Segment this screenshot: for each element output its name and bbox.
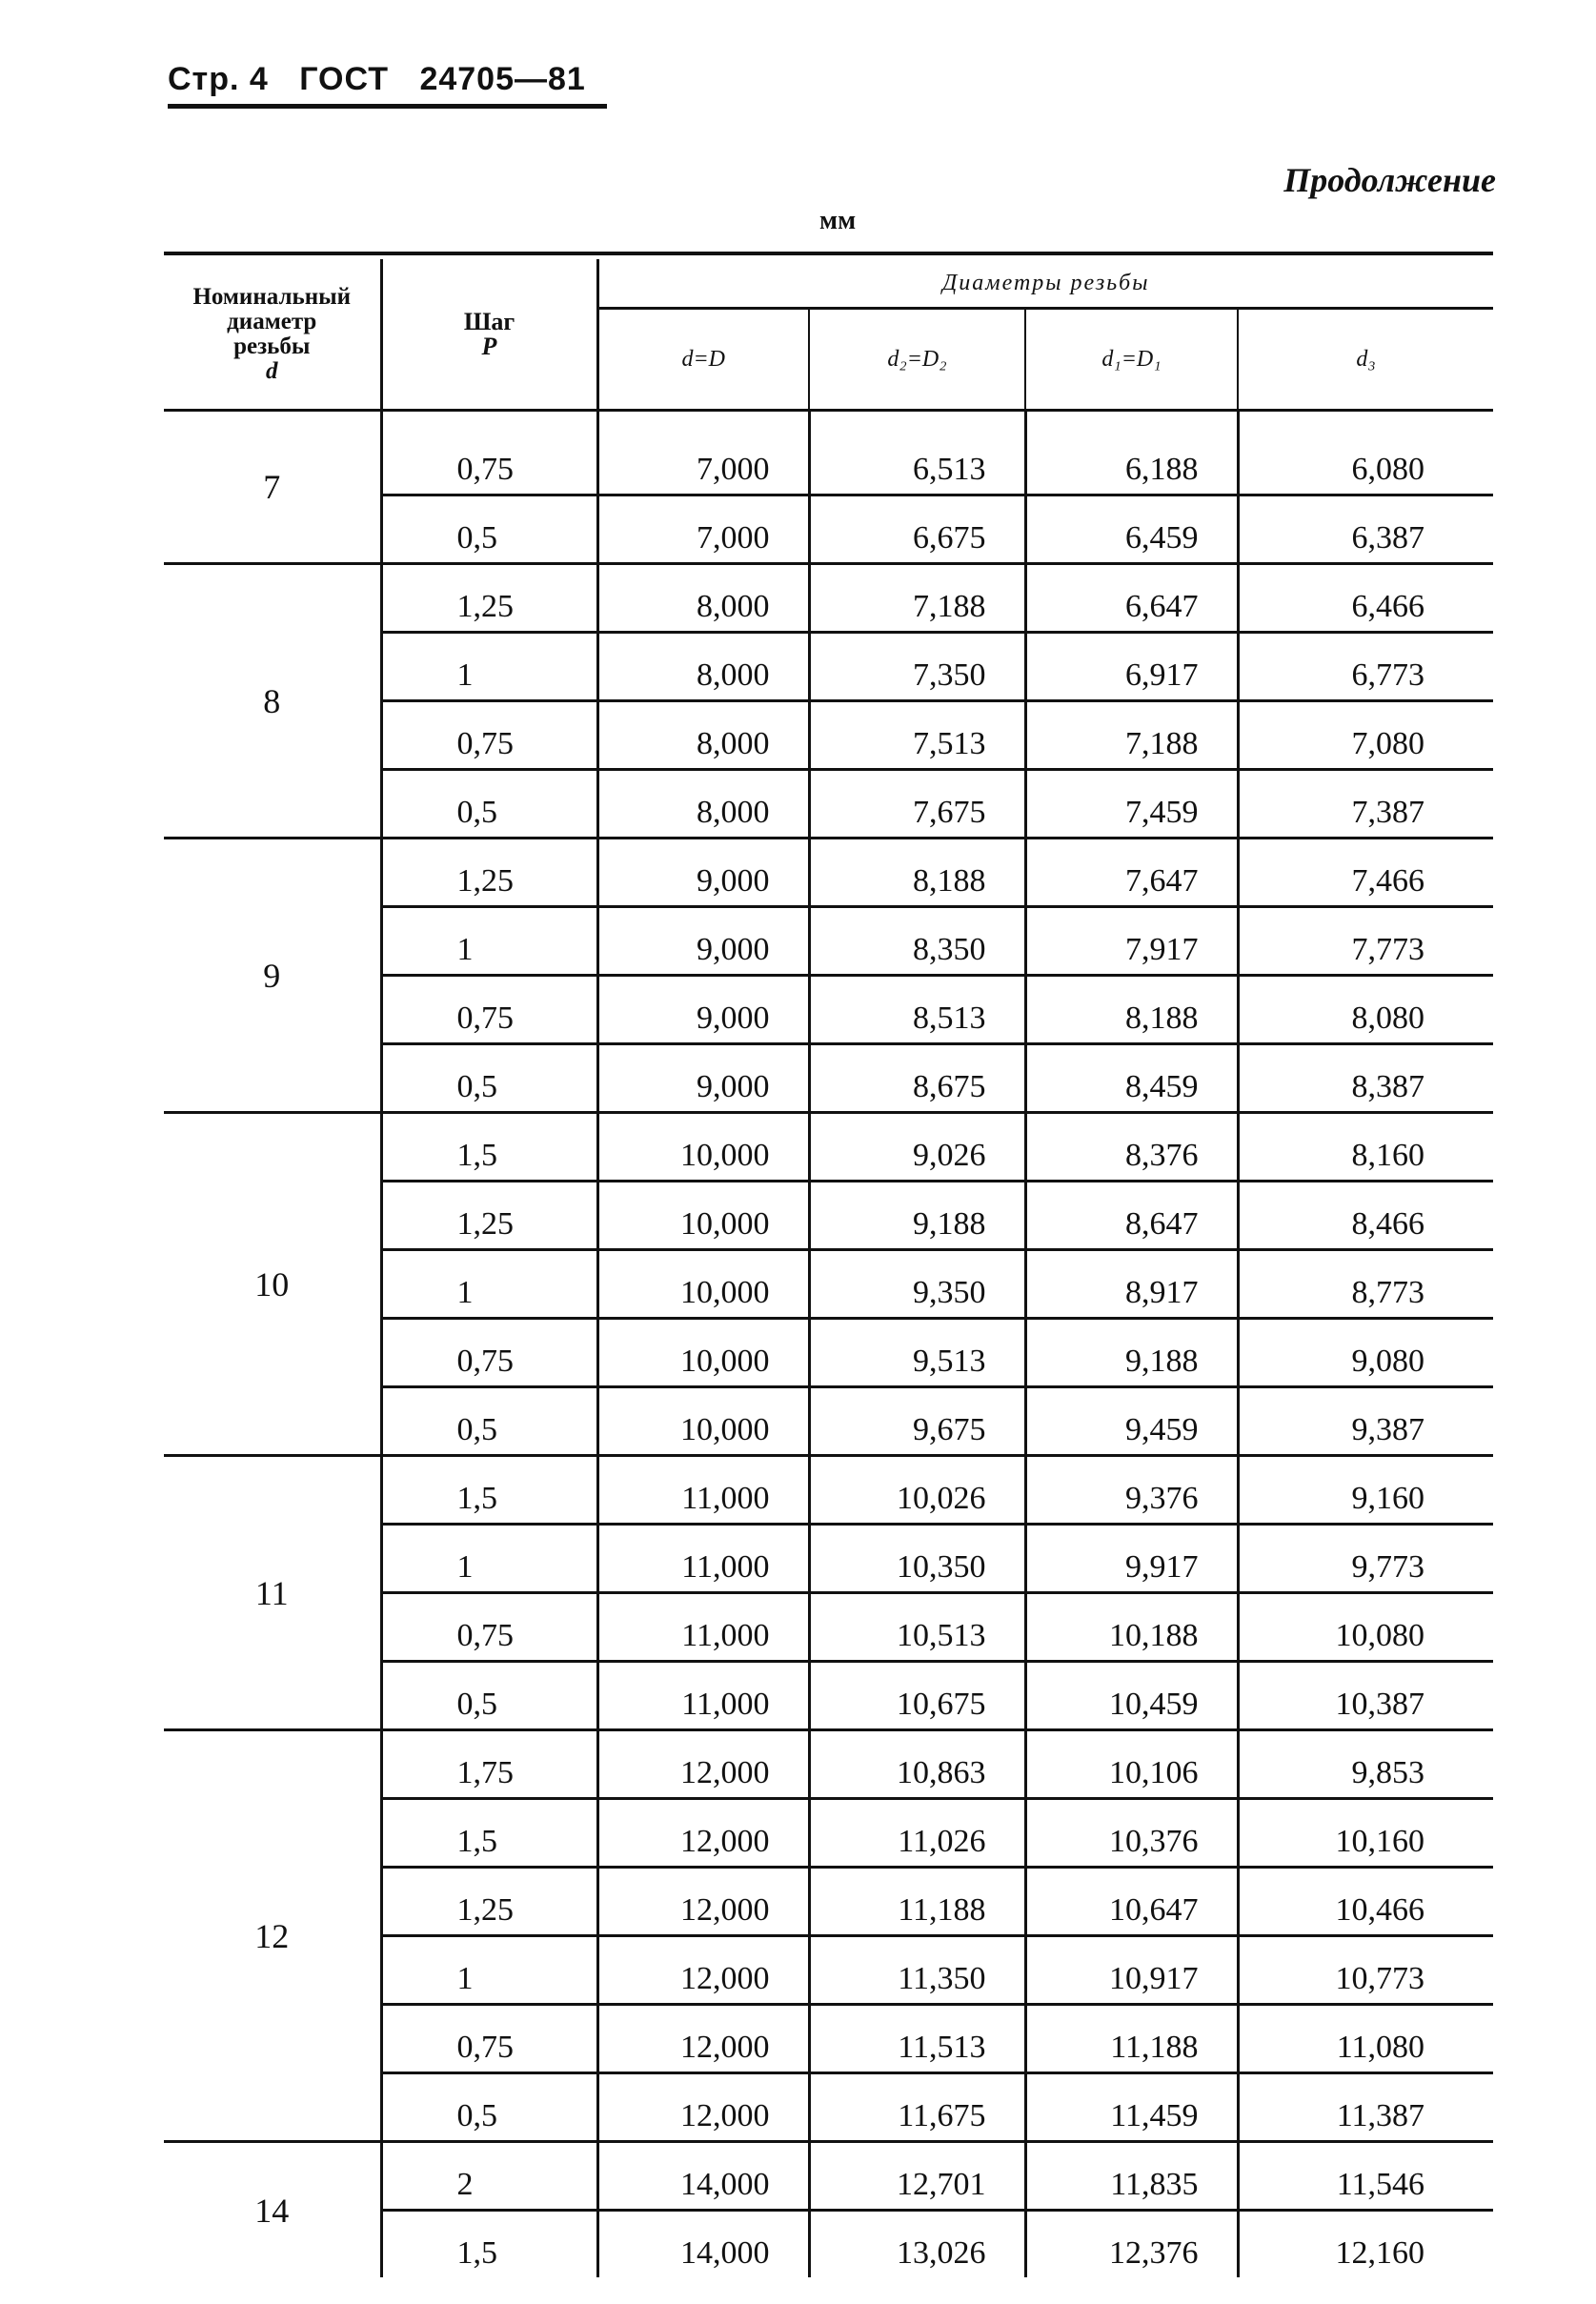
- step-cell: 1: [381, 1525, 597, 1593]
- nominal-diameter-cell: 7: [164, 411, 381, 564]
- header-nominal-line: Номинальный: [192, 283, 352, 310]
- d3-cell: 11,546: [1238, 2142, 1493, 2211]
- table-row: [164, 1113, 1493, 1182]
- d1-D1-cell: 9,376: [1025, 1456, 1238, 1525]
- step-cell: 1,25: [381, 564, 597, 633]
- d2-D2-cell: 7,188: [809, 564, 1025, 633]
- d1-D1-cell: 10,647: [1025, 1868, 1238, 1936]
- d1-D1-cell: 10,188: [1025, 1593, 1238, 1662]
- d2-D2-cell: 10,350: [809, 1525, 1025, 1593]
- d1-D1-cell: 10,917: [1025, 1936, 1238, 2005]
- d2-D2-cell: 12,701: [809, 2142, 1025, 2211]
- d1-D1-cell: 8,917: [1025, 1250, 1238, 1319]
- header-nominal-line: резьбы: [233, 333, 311, 359]
- d1-D1-cell: 7,917: [1025, 907, 1238, 976]
- d1-D1-cell: 8,647: [1025, 1182, 1238, 1250]
- d2-D2-cell: 9,188: [809, 1182, 1025, 1250]
- d2-D2-cell: 7,513: [809, 701, 1025, 770]
- d2-D2-cell: 11,350: [809, 1936, 1025, 2005]
- step-cell: 1: [381, 1936, 597, 2005]
- d-D-cell: 11,000: [597, 1662, 809, 1730]
- header-thread-diameters: Диаметры резьбы: [597, 259, 1493, 309]
- d-D-cell: 12,000: [597, 1868, 809, 1936]
- d-D-cell: 12,000: [597, 1936, 809, 2005]
- d2-D2-cell: 11,188: [809, 1868, 1025, 1936]
- table-row: [164, 1730, 1493, 1799]
- table-row: [164, 564, 1493, 633]
- d1-D1-cell: 6,647: [1025, 564, 1238, 633]
- table-row: [164, 2142, 1493, 2211]
- d2-D2-cell: 9,026: [809, 1113, 1025, 1182]
- step-cell: 0,75: [381, 701, 597, 770]
- d1-D1-cell: 11,188: [1025, 2005, 1238, 2073]
- table-row: [164, 839, 1493, 907]
- d1-D1-cell: 8,188: [1025, 976, 1238, 1044]
- nominal-diameter-cell: 14: [164, 2142, 381, 2278]
- d2-D2-cell: 10,863: [809, 1730, 1025, 1799]
- step-cell: 0,5: [381, 495, 597, 564]
- d-D-cell: 12,000: [597, 1730, 809, 1799]
- d2-D2-cell: 13,026: [809, 2211, 1025, 2278]
- step-cell: 1,25: [381, 839, 597, 907]
- d3-cell: 7,773: [1238, 907, 1493, 976]
- d1-D1-cell: 9,188: [1025, 1319, 1238, 1387]
- d1-D1-cell: 7,647: [1025, 839, 1238, 907]
- d-D-cell: 14,000: [597, 2142, 809, 2211]
- unit-label: мм: [819, 206, 857, 235]
- step-cell: 1: [381, 907, 597, 976]
- d1-D1-cell: 8,459: [1025, 1044, 1238, 1113]
- d2-D2-cell: 8,350: [809, 907, 1025, 976]
- d2-D2-cell: 6,513: [809, 411, 1025, 495]
- d3-cell: 8,466: [1238, 1182, 1493, 1250]
- d-D-cell: 12,000: [597, 1799, 809, 1868]
- d2-D2-cell: 9,350: [809, 1250, 1025, 1319]
- d-D-cell: 11,000: [597, 1456, 809, 1525]
- page-number: Стр. 4: [168, 61, 269, 97]
- step-cell: 0,5: [381, 770, 597, 839]
- d3-cell: 9,773: [1238, 1525, 1493, 1593]
- d3-cell: 6,080: [1238, 411, 1493, 495]
- d3-cell: 10,160: [1238, 1799, 1493, 1868]
- top-rule: [164, 252, 1493, 255]
- nominal-diameter-cell: 8: [164, 564, 381, 839]
- d2-D2-cell: 11,026: [809, 1799, 1025, 1868]
- header-d3: d₃: [1238, 309, 1493, 411]
- d2-D2-cell: 11,675: [809, 2073, 1025, 2142]
- step-cell: 1: [381, 633, 597, 701]
- step-cell: 1,5: [381, 1113, 597, 1182]
- header-nominal-line: диаметр: [227, 308, 317, 334]
- d3-cell: 9,853: [1238, 1730, 1493, 1799]
- d3-cell: 9,080: [1238, 1319, 1493, 1387]
- d-D-cell: 9,000: [597, 907, 809, 976]
- step-cell: 0,75: [381, 1593, 597, 1662]
- header-d2-D2: d₂=D₂: [809, 309, 1025, 411]
- d3-cell: 11,387: [1238, 2073, 1493, 2142]
- d-D-cell: 7,000: [597, 411, 809, 495]
- nominal-diameter-cell: 10: [164, 1113, 381, 1456]
- d3-cell: 7,080: [1238, 701, 1493, 770]
- d3-cell: 6,387: [1238, 495, 1493, 564]
- d-D-cell: 10,000: [597, 1182, 809, 1250]
- d2-D2-cell: 10,513: [809, 1593, 1025, 1662]
- d-D-cell: 10,000: [597, 1387, 809, 1456]
- d1-D1-cell: 10,376: [1025, 1799, 1238, 1868]
- d3-cell: 12,160: [1335, 2235, 1425, 2271]
- d1-D1-cell: 9,917: [1025, 1525, 1238, 1593]
- step-cell: 1: [381, 1250, 597, 1319]
- header-nominal-symbol: d: [266, 357, 278, 384]
- header-d1-D1: d₁=D₁: [1025, 309, 1238, 411]
- d1-D1-cell: 6,188: [1025, 411, 1238, 495]
- d-D-cell: 11,000: [597, 1525, 809, 1593]
- d1-D1-cell: 11,459: [1025, 2073, 1238, 2142]
- header-nominal-diameter: [164, 259, 381, 411]
- d3-cell: 8,080: [1238, 976, 1493, 1044]
- d-D-cell: 7,000: [597, 495, 809, 564]
- d3-cell: 10,387: [1238, 1662, 1493, 1730]
- d3-cell: 8,773: [1238, 1250, 1493, 1319]
- d3-cell: 10,466: [1238, 1868, 1493, 1936]
- table-row: [164, 1456, 1493, 1525]
- continuation-label: Продолжение: [1283, 161, 1496, 199]
- d1-D1-cell: 10,106: [1025, 1730, 1238, 1799]
- d2-D2-cell: 8,513: [809, 976, 1025, 1044]
- d1-D1-cell: 11,835: [1025, 2142, 1238, 2211]
- d-D-cell: 14,000: [597, 2211, 809, 2278]
- d2-D2-cell: 9,513: [809, 1319, 1025, 1387]
- header-step-label: Шаг: [463, 307, 515, 335]
- table-row: [164, 411, 1493, 495]
- step-cell: 1,75: [381, 1730, 597, 1799]
- step-cell: 0,5: [381, 2073, 597, 2142]
- step-cell: 1,25: [381, 1182, 597, 1250]
- d3-cell: 9,387: [1238, 1387, 1493, 1456]
- d3-cell: 10,773: [1238, 1936, 1493, 2005]
- d2-D2-cell: 8,188: [809, 839, 1025, 907]
- d-D-cell: 10,000: [597, 1113, 809, 1182]
- header-d-D: d=D: [597, 309, 809, 411]
- d2-D2-cell: 6,675: [809, 495, 1025, 564]
- d-D-cell: 10,000: [597, 1319, 809, 1387]
- d-D-cell: 8,000: [597, 633, 809, 701]
- step-cell: 0,75: [381, 2005, 597, 2073]
- d1-D1-cell: 12,376: [1025, 2211, 1238, 2278]
- d-D-cell: 9,000: [597, 1044, 809, 1113]
- step-cell: 0,75: [381, 411, 597, 495]
- d-D-cell: 10,000: [597, 1250, 809, 1319]
- step-cell: 0,75: [381, 976, 597, 1044]
- step-cell: 1,5: [381, 1456, 597, 1525]
- d1-D1-cell: 7,459: [1025, 770, 1238, 839]
- standard-number: 24705—81: [419, 61, 586, 97]
- step-cell: 0,5: [381, 1044, 597, 1113]
- d2-D2-cell: 7,675: [809, 770, 1025, 839]
- nominal-diameter-cell: 11: [164, 1456, 381, 1730]
- d1-D1-cell: 8,376: [1025, 1113, 1238, 1182]
- step-cell: 0,5: [381, 1662, 597, 1730]
- d1-D1-cell: 6,459: [1025, 495, 1238, 564]
- d3-cell: 8,387: [1238, 1044, 1493, 1113]
- d2-D2-cell: 8,675: [809, 1044, 1025, 1113]
- d2-D2-cell: 10,675: [809, 1662, 1025, 1730]
- d-D-cell: 8,000: [597, 770, 809, 839]
- d3-cell: 7,466: [1238, 839, 1493, 907]
- page-header: [168, 61, 607, 109]
- step-cell: 0,75: [381, 1319, 597, 1387]
- step-cell: 1,25: [381, 1868, 597, 1936]
- step-cell: 1,5: [381, 2211, 597, 2278]
- d3-cell: 11,080: [1238, 2005, 1493, 2073]
- d3-cell: 9,160: [1238, 1456, 1493, 1525]
- d-D-cell: 9,000: [597, 839, 809, 907]
- d3-cell: 6,773: [1238, 633, 1493, 701]
- standard-label: ГОСТ: [299, 61, 389, 97]
- d2-D2-cell: 11,513: [809, 2005, 1025, 2073]
- d1-D1-cell: 10,459: [1025, 1662, 1238, 1730]
- nominal-diameter-cell: 9: [164, 839, 381, 1113]
- d-D-cell: 12,000: [597, 2005, 809, 2073]
- d3-cell: 7,387: [1238, 770, 1493, 839]
- d2-D2-cell: 10,026: [809, 1456, 1025, 1525]
- d3-cell: 10,080: [1238, 1593, 1493, 1662]
- step-cell: 0,5: [381, 1387, 597, 1456]
- step-cell: 1,5: [381, 1799, 597, 1868]
- d1-D1-cell: 6,917: [1025, 633, 1238, 701]
- thread-diameter-table: [164, 259, 1493, 2277]
- header-step: [381, 259, 597, 411]
- d1-D1-cell: 9,459: [1025, 1387, 1238, 1456]
- d-D-cell: 12,000: [597, 2073, 809, 2142]
- d3-cell: 8,160: [1238, 1113, 1493, 1182]
- nominal-diameter-cell: 12: [164, 1730, 381, 2142]
- d2-D2-cell: 9,675: [809, 1387, 1025, 1456]
- d-D-cell: 8,000: [597, 701, 809, 770]
- d-D-cell: 11,000: [597, 1593, 809, 1662]
- d3-cell: 6,466: [1238, 564, 1493, 633]
- d-D-cell: 9,000: [597, 976, 809, 1044]
- d-D-cell: 8,000: [597, 564, 809, 633]
- step-cell: 2: [381, 2142, 597, 2211]
- d2-D2-cell: 7,350: [809, 633, 1025, 701]
- header-step-symbol: P: [481, 332, 497, 360]
- d1-D1-cell: 7,188: [1025, 701, 1238, 770]
